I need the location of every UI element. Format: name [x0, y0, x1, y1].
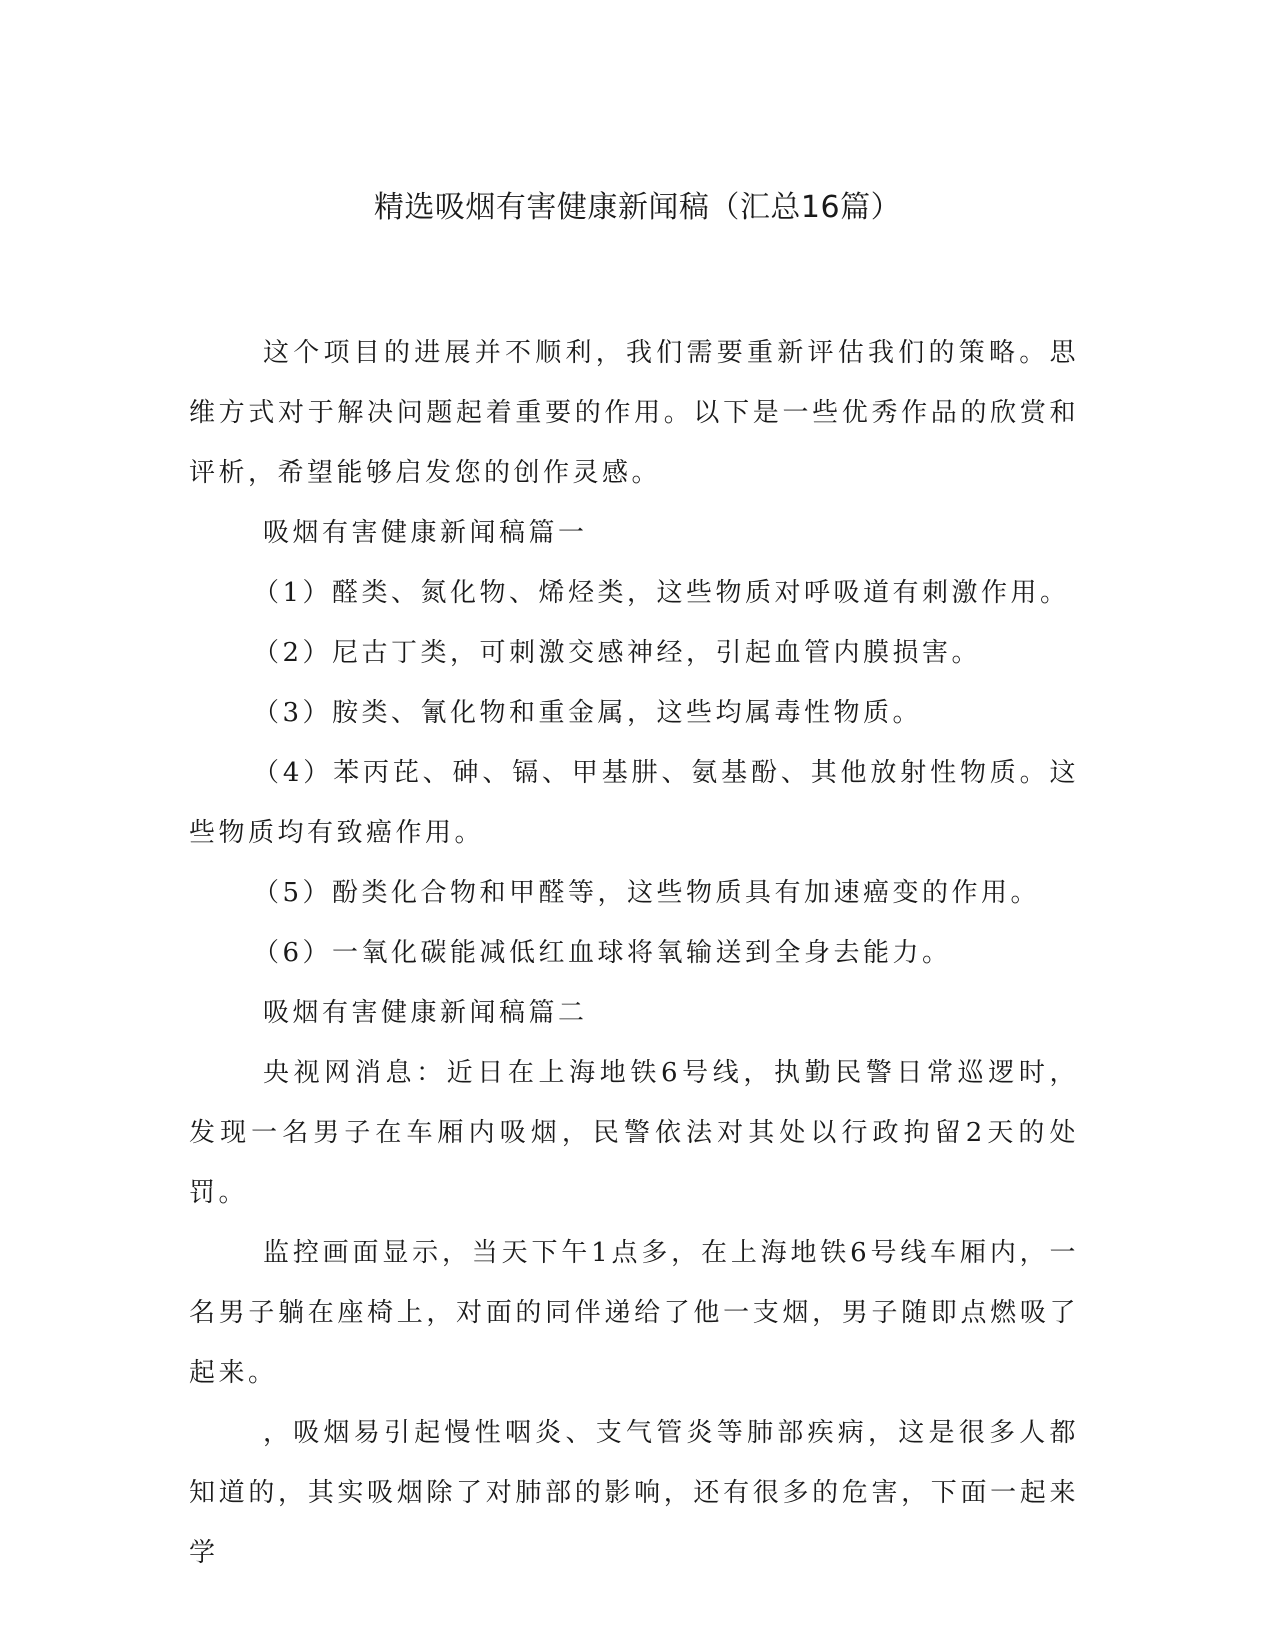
body-paragraph: ，吸烟易引起慢性咽炎、支气管炎等肺部疾病，这是很多人都知道的，其实吸烟除了对肺部的影响，还有很多的危害，下面一起来学	[189, 1418, 1079, 1568]
list-item: （1）醛类、氮化物、烯烃类，这些物质对呼吸道有刺激作用。	[253, 578, 1070, 608]
intro-paragraph: 这个项目的进展并不顺利，我们需要重新评估我们的策略。思维方式对于解决问题起着重要的作用。以下是一些优秀作品的欣赏和评析，希望能够启发您的创作灵感。	[189, 338, 1079, 488]
section-heading-1: 吸烟有害健康新闻稿篇一	[263, 518, 588, 548]
list-item: （5）酚类化合物和甲醛等，这些物质具有加速癌变的作用。	[253, 878, 1041, 908]
body-paragraph: 监控画面显示，当天下午1点多，在上海地铁6号线车厢内，一名男子躺在座椅上，对面的同伴递给了他一支烟，男子随即点燃吸了起来。	[189, 1238, 1079, 1388]
document-title: 精选吸烟有害健康新闻稿（汇总16篇）	[373, 190, 902, 225]
section-heading-2: 吸烟有害健康新闻稿篇二	[263, 998, 588, 1028]
list-item: （3）胺类、氰化物和重金属，这些均属毒性物质。	[253, 698, 923, 728]
body-paragraph: 央视网消息：近日在上海地铁6号线，执勤民警日常巡逻时，发现一名男子在车厢内吸烟，民警依法对其处以行政拘留2天的处罚。	[189, 1058, 1079, 1208]
list-item: （4）苯丙芘、砷、镉、甲基肼、氨基酚、其他放射性物质。这些物质均有致癌作用。	[189, 758, 1079, 848]
list-item: （6）一氧化碳能减低红血球将氧输送到全身去能力。	[253, 938, 952, 968]
document-body	[189, 323, 1079, 1583]
list-item: （2）尼古丁类，可刺激交感神经，引起血管内膜损害。	[253, 638, 982, 668]
